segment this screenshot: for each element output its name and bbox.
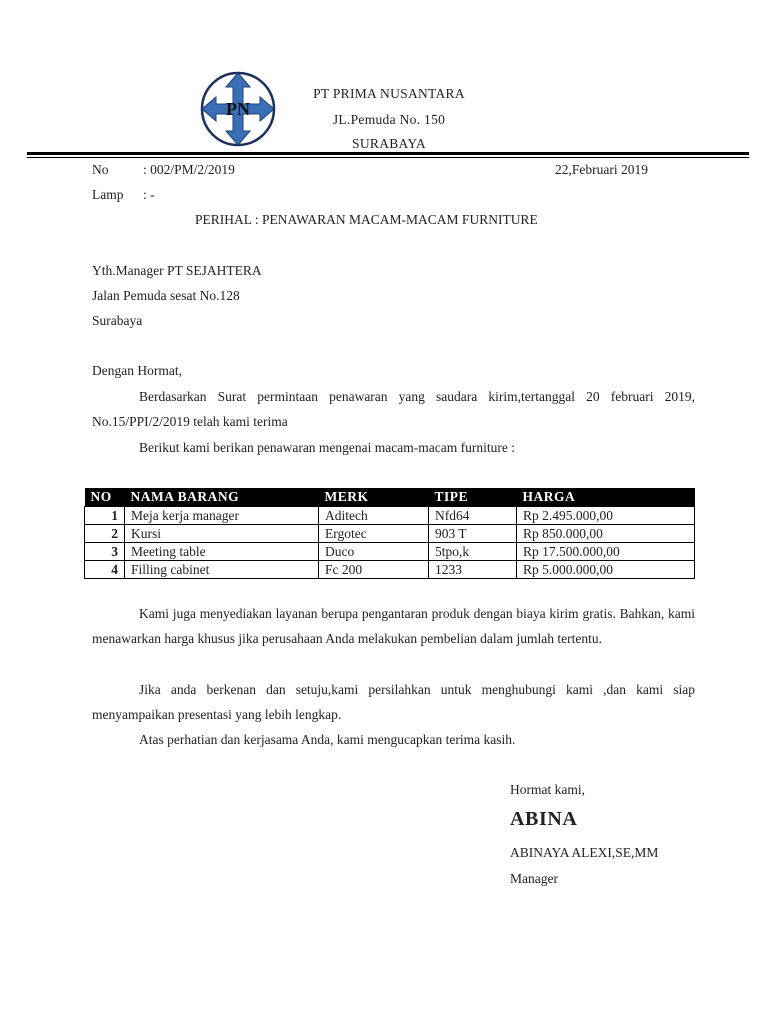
perihal: PERIHAL : PENAWARAN MACAM-MACAM FURNITURE <box>195 212 538 227</box>
closing: Hormat kami, <box>510 782 585 797</box>
cell-no: 2 <box>85 525 125 543</box>
cell-harga: Rp 2.495.000,00 <box>517 507 695 525</box>
no-value: : 002/PM/2/2019 <box>143 162 235 177</box>
cell-nama-barang: Meeting table <box>125 543 319 561</box>
company-address: JL.Pemuda No. 150 <box>332 112 446 127</box>
paragraph-5: Atas perhatian dan kerjasama Anda, kami mengucapkan terima kasih. <box>139 732 516 747</box>
cell-tipe: Nfd64 <box>429 507 517 525</box>
header-divider <box>27 152 749 155</box>
paragraph-1 <box>92 384 695 434</box>
cell-nama-barang: Kursi <box>125 525 319 543</box>
company-city: SURABAYA <box>352 136 426 151</box>
cell-nama-barang: Filling cabinet <box>125 561 319 579</box>
cell-no: 4 <box>85 561 125 579</box>
signature: ABINA <box>510 808 578 830</box>
cell-harga: Rp 850.000,00 <box>517 525 695 543</box>
cell-merk: Duco <box>319 543 429 561</box>
cell-tipe: 903 T <box>429 525 517 543</box>
signer-name: ABINAYA ALEXI,SE,MM <box>510 845 659 860</box>
header-harga: HARGA <box>517 488 695 507</box>
cell-tipe: 1233 <box>429 561 517 579</box>
lamp-value: : - <box>143 187 155 202</box>
letter-date: 22,Februari 2019 <box>555 162 648 177</box>
table-row <box>85 525 695 543</box>
cell-merk: Aditech <box>319 507 429 525</box>
recipient-line3: Surabaya <box>92 313 143 328</box>
table-row <box>85 561 695 579</box>
greeting: Dengan Hormat, <box>92 363 182 378</box>
company-name: PT PRIMA NUSANTARA <box>313 86 465 101</box>
offer-table <box>84 488 695 579</box>
signer-title: Manager <box>510 871 558 886</box>
cell-nama-barang: Meja kerja manager <box>125 507 319 525</box>
no-label: No <box>92 162 109 177</box>
paragraph-3 <box>92 601 695 651</box>
cell-harga: Rp 5.000.000,00 <box>517 561 695 579</box>
table-row <box>85 507 695 525</box>
cell-merk: Fc 200 <box>319 561 429 579</box>
cell-harga: Rp 17.500.000,00 <box>517 543 695 561</box>
lamp-label: Lamp <box>92 187 124 202</box>
table-header-row <box>85 488 695 507</box>
recipient-line1: Yth.Manager PT SEJAHTERA <box>92 263 262 278</box>
paragraph-4 <box>92 677 695 727</box>
recipient-line2: Jalan Pemuda sesat No.128 <box>92 288 240 303</box>
header-divider-thin <box>27 157 749 158</box>
paragraph-1-text: Berdasarkan Surat permintaan penawaran yang saudara kirim,tertanggal 20 februari 2019, No.15/PPI/2/2019 telah kami terima <box>92 389 695 429</box>
paragraph-4-text: Jika anda berkenan dan setuju,kami persilahkan untuk menghubungi kami ,dan kami siap menyampaikan presentasi yang lebih lengkap. <box>92 682 695 722</box>
header-merk: MERK <box>319 488 429 507</box>
cell-no: 3 <box>85 543 125 561</box>
paragraph-3-text: Kami juga menyediakan layanan berupa pengantaran produk dengan biaya kirim gratis. Bahkan, kami menawarkan harga khusus jika perusahaan Anda melakukan pembelian dalam jumlah tertentu. <box>92 606 695 646</box>
table-row <box>85 543 695 561</box>
logo-text: PN <box>226 99 250 119</box>
header-no: NO <box>85 488 125 507</box>
cell-no: 1 <box>85 507 125 525</box>
header-nama-barang: NAMA BARANG <box>125 488 319 507</box>
header-tipe: TIPE <box>429 488 517 507</box>
cell-merk: Ergotec <box>319 525 429 543</box>
paragraph-2: Berikut kami berikan penawaran mengenai macam-macam furniture : <box>139 440 515 455</box>
cell-tipe: 5tpo,k <box>429 543 517 561</box>
